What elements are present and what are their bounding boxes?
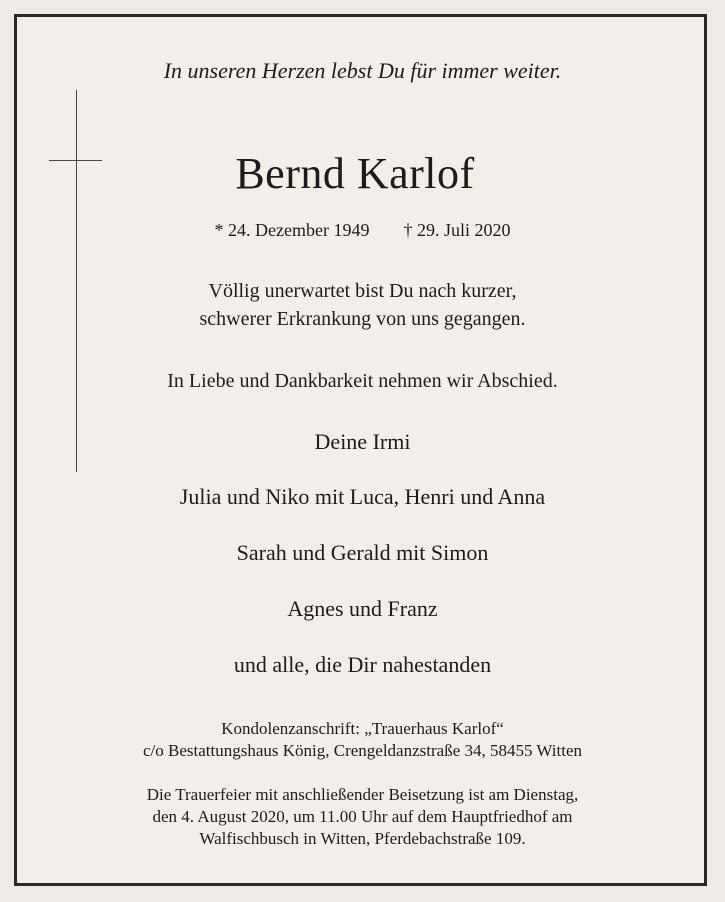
death-date: † 29. Juli 2020	[403, 220, 511, 240]
motto: In unseren Herzen lebst Du für immer weiter.	[163, 58, 562, 83]
deceased-name: Bernd Karlof	[235, 149, 475, 198]
funeral-line: Die Trauerfeier mit anschließender Beisetzung ist am Dienstag,	[146, 785, 579, 804]
life-dates	[0, 220, 725, 241]
funeral-line: Walfischbusch in Witten, Pferdebachstraße 109.	[199, 829, 526, 848]
family-line: Sarah und Gerald mit Simon	[236, 540, 489, 565]
text-paragraph	[0, 277, 725, 333]
birth-date: * 24. Dezember 1949	[214, 220, 370, 240]
condolence-line: Kondolenzanschrift: „Trauerhaus Karlof“	[221, 719, 504, 738]
text-line: schwerer Erkrankung von uns gegangen.	[199, 308, 526, 330]
family-line: Julia und Niko mit Luca, Henri und Anna	[179, 484, 546, 509]
family-line: Agnes und Franz	[287, 596, 438, 621]
family-line: und alle, die Dir nahestanden	[233, 652, 492, 677]
funeral-line: den 4. August 2020, um 11.00 Uhr auf dem Hauptfriedhof am	[152, 807, 573, 826]
family-line: Deine Irmi	[314, 429, 411, 454]
condolence-line: c/o Bestattungshaus König, Crengeldanzstraße 34, 58455 Witten	[142, 741, 583, 760]
text-line: Völlig unerwartet bist Du nach kurzer,	[208, 280, 517, 302]
funeral-info	[0, 784, 725, 850]
farewell-text: In Liebe und Dankbarkeit nehmen wir Abschied.	[167, 370, 558, 392]
condolence-address	[0, 718, 725, 762]
